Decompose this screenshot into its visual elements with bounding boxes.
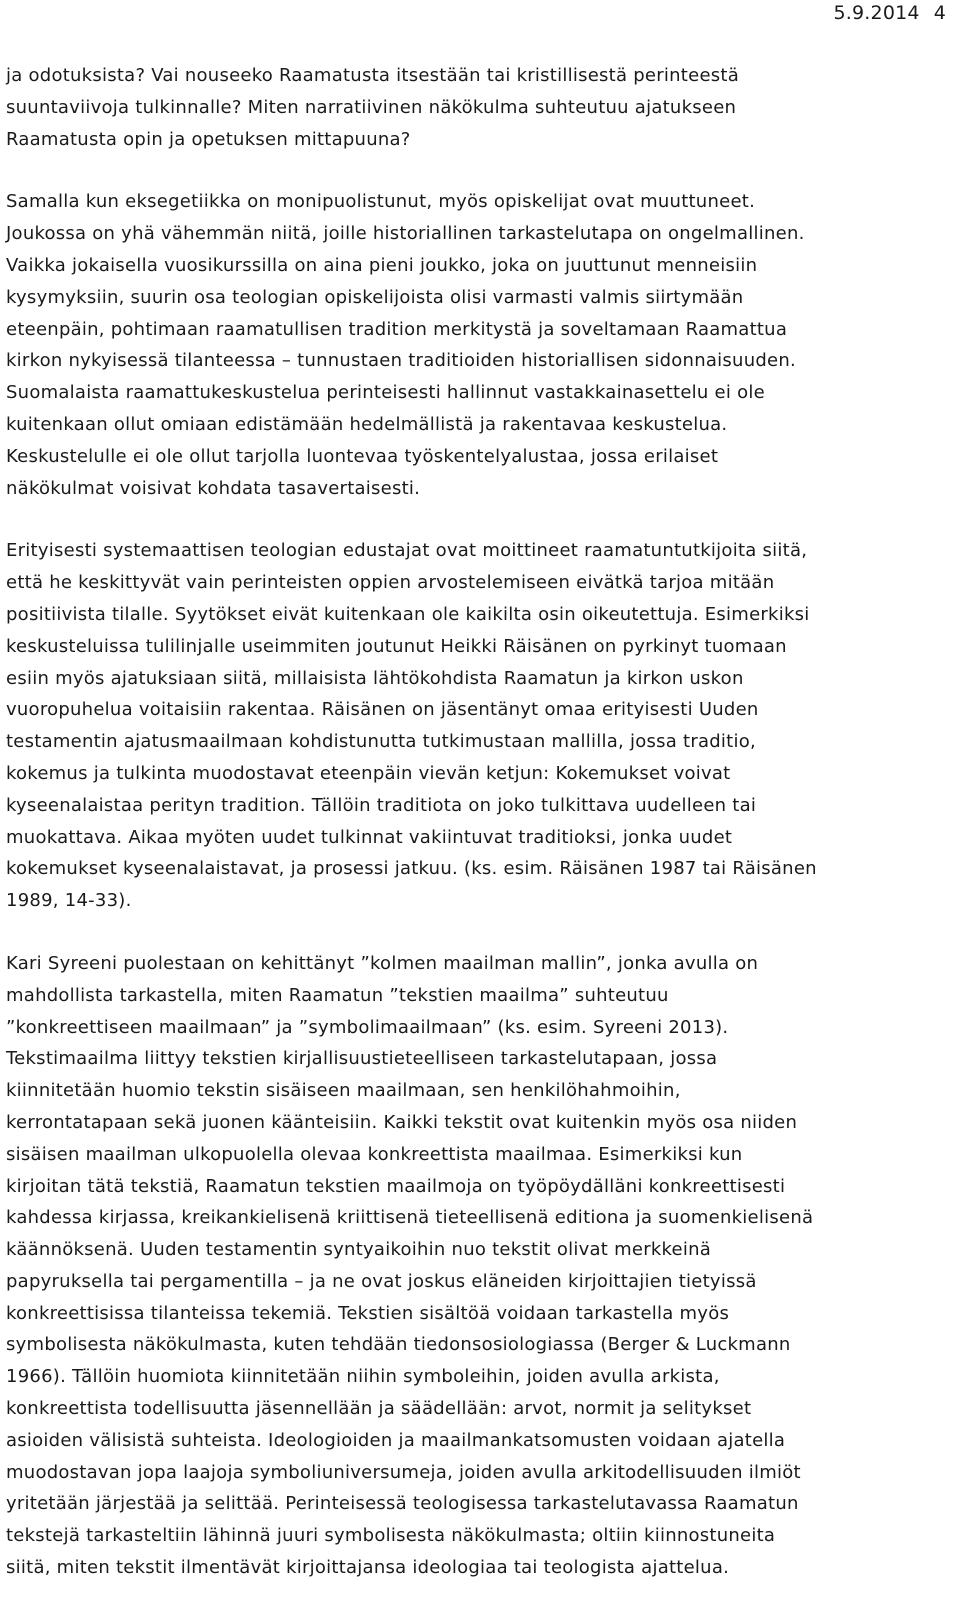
paragraph-3 <box>6 535 936 917</box>
text-line: mahdollista tarkastella, miten Raamatun ”tekstien maailma” suhteutuu <box>6 984 669 1006</box>
text-line: positiivista tilalle. Syytökset eivät kuitenkaan ole kaikilta osin oikeutettuja. Esimerkiksi <box>6 603 810 625</box>
paragraph-4 <box>6 948 936 1584</box>
text-line: muodostavan jopa laajoja symboliuniversumeja, joiden avulla arkitodellisuuden ilmiöt <box>6 1461 801 1483</box>
text-line: muokattava. Aikaa myöten uudet tulkinnat vakiintuvat traditioksi, jonka uudet <box>6 826 733 848</box>
text-line: kyseenalaistaa perityn tradition. Tällöin traditiota on joko tulkittava uudelleen tai <box>6 794 757 816</box>
text-line: kysymyksiin, suurin osa teologian opiskelijoista olisi varmasti valmis siirtymään <box>6 286 744 308</box>
text-line: siitä, miten tekstit ilmentävät kirjoittajansa ideologiaa tai teologista ajattelua. <box>6 1557 730 1579</box>
text-line: sisäisen maailman ulkopuolella olevaa konkreettista maailmaa. Esimerkiksi kun <box>6 1143 743 1165</box>
text-line: ”konkreettiseen maailmaan” ja ”symbolimaailmaan” (ks. esim. Syreeni 2013). <box>6 1016 729 1038</box>
page-number: 4 <box>933 2 946 24</box>
text-line: kokemukset kyseenalaistavat, ja prosessi jatkuu. (ks. esim. Räisänen 1987 tai Räisänen <box>6 858 817 880</box>
text-line: konkreettisissa tilanteissa tekemiä. Tekstien sisältöä voidaan tarkastella myös <box>6 1302 730 1324</box>
paragraph-1 <box>6 60 936 155</box>
text-line: konkreettista todellisuutta jäsennellään ja säädellään: arvot, normit ja selitykset <box>6 1398 752 1420</box>
text-line: tekstejä tarkasteltiin lähinnä juuri symbolisesta näkökulmasta; oltiin kiinnostuneita <box>6 1525 776 1547</box>
text-line: esiin myös ajatuksiaan siitä, millaisista lähtökohdista Raamatun ja kirkon uskon <box>6 667 744 689</box>
text-line: symbolisesta näkökulmasta, kuten tehdään tiedonsosiologiassa (Berger & Luckmann <box>6 1334 791 1356</box>
text-line: yritetään järjestää ja selittää. Perinteisessä teologisessa tarkastelutavassa Raamatun <box>6 1493 799 1515</box>
text-line: että he keskittyvät vain perinteisten oppien arvostelemiseen eivätkä tarjoa mitään <box>6 572 775 594</box>
text-line: Samalla kun eksegetiikka on monipuolistunut, myös opiskelijat ovat muuttuneet. <box>6 191 756 213</box>
text-line: käännöksenä. Uuden testamentin syntyaikoihin nuo tekstit olivat merkkeinä <box>6 1239 712 1261</box>
text-line: testamentin ajatusmaailmaan kohdistunutta tutkimustaan mallilla, jossa traditio, <box>6 731 756 753</box>
document-body <box>6 60 936 1584</box>
text-line: kerrontatapaan sekä juonen käänteisiin. Kaikki tekstit ovat kuitenkin myös osa niiden <box>6 1111 798 1133</box>
text-line: Suomalaista raamattukeskustelua perinteisesti hallinnut vastakkainasettelu ei ole <box>6 382 765 404</box>
page-header <box>833 0 946 26</box>
text-line: suuntaviivoja tulkinnalle? Miten narratiivinen näkökulma suhteutuu ajatukseen <box>6 96 737 118</box>
text-line: asioiden välisistä suhteista. Ideologioiden ja maailmankatsomusten voidaan ajatella <box>6 1429 786 1451</box>
text-line: kirkon nykyisessä tilanteessa – tunnustaen traditioiden historiallisen sidonnaisuuden. <box>6 350 796 372</box>
text-line: 1966). Tällöin huomiota kiinnitetään niihin symboleihin, joiden avulla arkista, <box>6 1366 720 1388</box>
text-line: Raamatusta opin ja opetuksen mittapuuna? <box>6 128 411 150</box>
text-line: vuoropuhelua voitaisiin rakentaa. Räisänen on jäsentänyt omaa erityisesti Uuden <box>6 699 759 721</box>
paragraph-2 <box>6 186 936 504</box>
text-line: 1989, 14-33). <box>6 890 132 912</box>
text-line: kuitenkaan ollut omiaan edistämään hedelmällistä ja rakentavaa keskustelua. <box>6 413 728 435</box>
text-line: Keskustelulle ei ole ollut tarjolla luontevaa työskentelyalustaa, jossa erilaiset <box>6 445 719 467</box>
text-line: Tekstimaailma liittyy tekstien kirjallisuustieteelliseen tarkastelutapaan, jossa <box>6 1048 718 1070</box>
text-line: Kari Syreeni puolestaan on kehittänyt ”kolmen maailman mallin”, jonka avulla on <box>6 952 759 974</box>
text-line: papyruksella tai pergamentilla – ja ne ovat joskus eläneiden kirjoittajien tietyissä <box>6 1270 757 1292</box>
text-line: kirjoitan tätä tekstiä, Raamatun tekstien maailmoja on työpöydälläni konkreettisesti <box>6 1175 786 1197</box>
text-line: kokemus ja tulkinta muodostavat eteenpäin vievän ketjun: Kokemukset voivat <box>6 762 731 784</box>
text-line: Joukossa on yhä vähemmän niitä, joille historiallinen tarkastelutapa on ongelmallinen. <box>6 223 805 245</box>
text-line: kiinnitetään huomio tekstin sisäiseen maailmaan, sen henkilöhahmoihin, <box>6 1080 681 1102</box>
text-line: ja odotuksista? Vai nouseeko Raamatusta itsestään tai kristillisestä perinteestä <box>6 65 739 86</box>
text-line: eteenpäin, pohtimaan raamatullisen tradition merkitystä ja soveltamaan Raamattua <box>6 318 788 340</box>
text-line: keskusteluissa tulilinjalle useimmiten joutunut Heikki Räisänen on pyrkinyt tuomaan <box>6 635 787 657</box>
text-line: näkökulmat voisivat kohdata tasavertaisesti. <box>6 477 421 499</box>
text-line: kahdessa kirjassa, kreikankielisenä kriittisenä tieteellisenä editiona ja suomenkielisenä <box>6 1207 814 1229</box>
text-line: Erityisesti systemaattisen teologian edustajat ovat moittineet raamatuntutkijoita siitä, <box>6 540 808 562</box>
text-line: Vaikka jokaisella vuosikurssilla on aina pieni joukko, joka on juuttunut menneisiin <box>6 254 758 276</box>
header-date: 5.9.2014 <box>833 2 920 24</box>
